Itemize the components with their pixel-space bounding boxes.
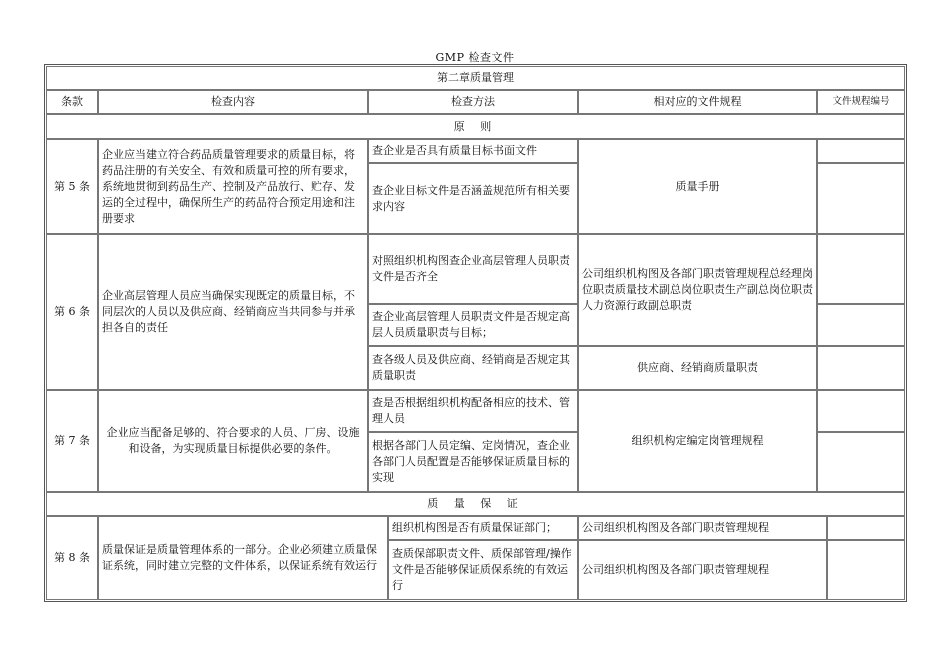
files-8-1: 公司组织机构图及各部门职责管理规程: [578, 516, 827, 540]
file-no-7-2: [817, 432, 905, 492]
header-clause: 条款: [46, 90, 98, 114]
files-6-2: 供应商、经销商质量职责: [578, 346, 817, 390]
header-content: 检查内容: [98, 90, 368, 114]
file-no-5-2: [817, 163, 905, 234]
content-8: 质量保证是质量管理体系的一部分。企业必须建立质量保证系统，同时建立完整的文件体系，以保证系统有效运行: [98, 516, 388, 600]
clause-6: 第 6 条: [46, 234, 98, 390]
method-8-1: 组织机构图是否有质量保证部门；: [388, 516, 578, 540]
method-5-2: 查企业目标文件是否涵盖规范所有相关要求内容: [368, 163, 578, 234]
method-6-1: 对照组织机构图查企业高层管理人员职责文件是否齐全: [368, 234, 578, 304]
files-7: 组织机构定编定岗管理规程: [578, 390, 817, 492]
file-no-6-1: [817, 234, 905, 304]
file-no-6-2: [817, 304, 905, 346]
files-8-2: 公司组织机构图及各部门职责管理规程: [578, 540, 827, 600]
file-no-5-1: [817, 139, 905, 163]
header-method: 检查方法: [368, 90, 578, 114]
header-files: 相对应的文件规程: [578, 90, 817, 114]
file-no-7-1: [817, 390, 905, 432]
clause-7: 第 7 条: [46, 390, 98, 492]
method-6-3: 查各级人员及供应商、经销商是否规定其质量职责: [368, 346, 578, 390]
method-5-1: 查企业是否具有质量目标书面文件: [368, 139, 578, 163]
content-7: 企业应当配备足够的、符合要求的人员、厂房、设施和设备，为实现质量目标提供必要的条件。: [98, 390, 368, 492]
method-7-2: 根据各部门人员定编、定岗情况，查企业各部门人员配置是否能够保证质量目标的实现: [368, 432, 578, 492]
method-8-2: 查质保部职责文件、质保部管理/操作文件是否能够保证质保系统的有效运行: [388, 540, 578, 600]
method-7-1: 查是否根据组织机构配备相应的技术、管理人员: [368, 390, 578, 432]
chapter-title: 第二章质量管理: [46, 66, 905, 90]
files-5: 质量手册: [578, 139, 817, 234]
section-principle: 原 则: [46, 114, 905, 139]
document-title: GMP 检查文件: [435, 51, 515, 64]
file-no-8-1: [827, 516, 905, 540]
file-no-6-3: [817, 346, 905, 390]
file-no-8-2: [827, 540, 905, 600]
files-6-1: 公司组织机构图及各部门职责管理规程总经理岗位职责质量技术副总岗位职责生产副总岗位职责人力资源行政副总职责: [578, 234, 817, 346]
clause-5: 第 5 条: [46, 139, 98, 234]
content-6: 企业高层管理人员应当确保实现既定的质量目标，不同层次的人员以及供应商、经销商应当共同参与并承担各自的责任: [98, 234, 368, 390]
section-quality-assurance: 质 量 保 证: [46, 492, 905, 516]
content-5: 企业应当建立符合药品质量管理要求的质量目标，将药品注册的有关安全、有效和质量可控的所有要求，系统地贯彻到药品生产、控制及产品放行、贮存、发运的全过程中，确保所生产的药品符合预定用途和注册要求: [98, 139, 368, 234]
header-file-no: 文件规程编号: [817, 90, 905, 114]
clause-8: 第 8 条: [46, 516, 98, 600]
method-6-2: 查企业高层管理人员职责文件是否规定高层人员质量职责与目标；: [368, 304, 578, 346]
